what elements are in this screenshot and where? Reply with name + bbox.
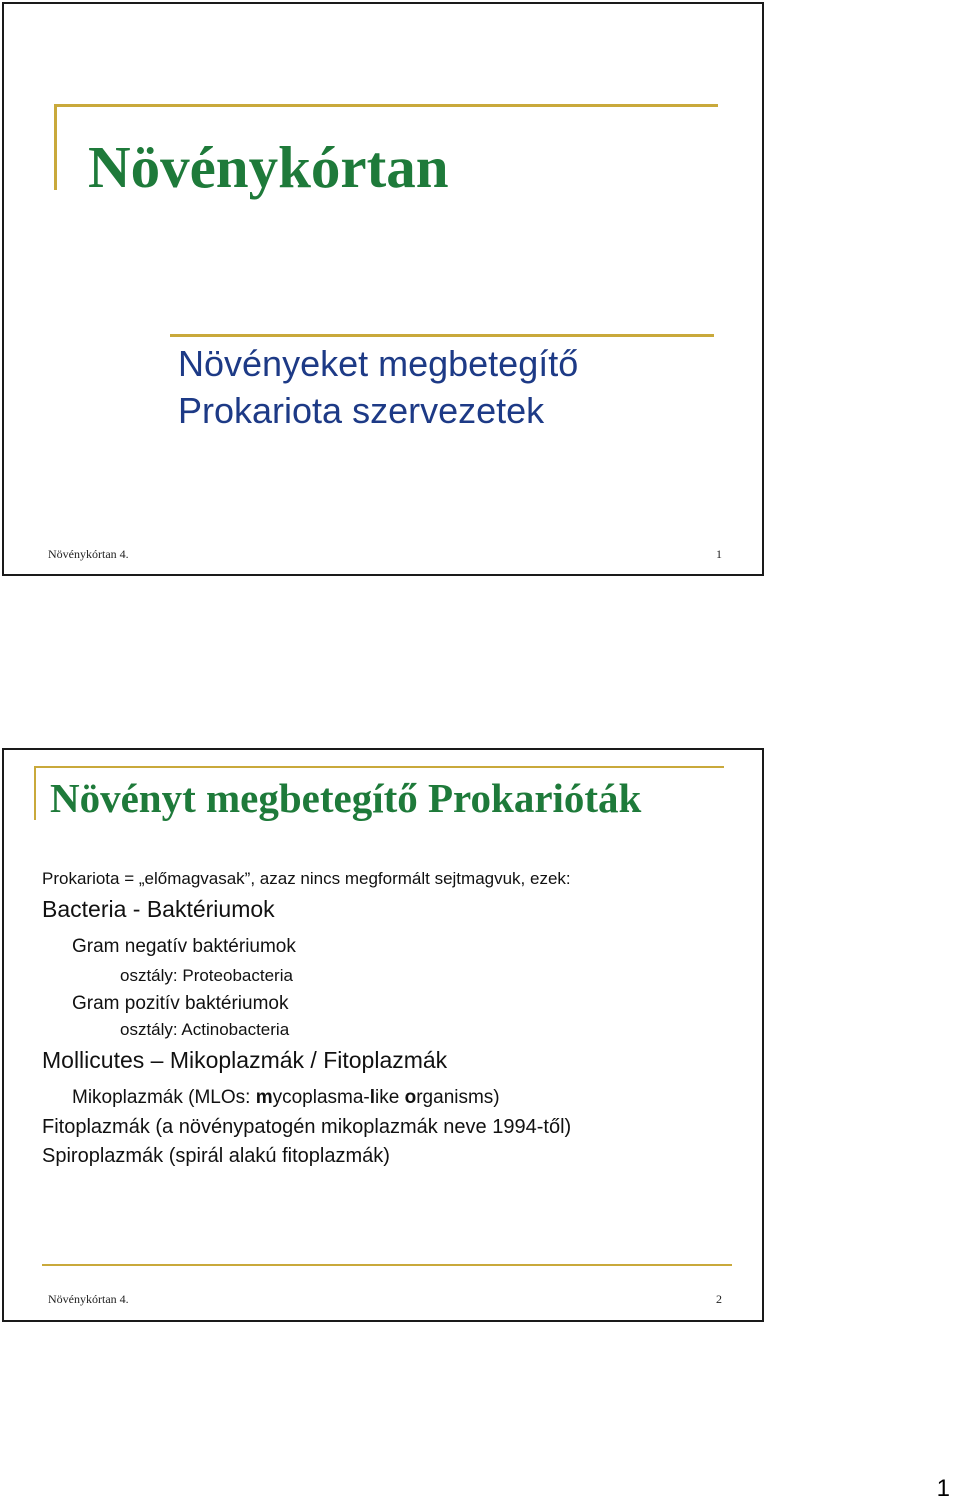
accent-line-top-vertical (54, 104, 57, 190)
slide-2-footer-title: Növénykórtan 4. (48, 1292, 129, 1306)
mlo-part-rganisms: rganisms) (416, 1087, 500, 1108)
gram-positive-item: Gram pozitív baktériumok (72, 993, 289, 1014)
bacteria-heading: Bacteria - Baktériumok (42, 896, 275, 922)
slide-2 (2, 748, 764, 1322)
title-accent-horizontal (34, 766, 724, 768)
slide-2-title: Növényt megbetegítő Prokarióták (50, 775, 642, 821)
slide-1-subtitle-line-2: Prokariota szervezetek (178, 390, 545, 431)
class-proteobacteria: osztály: Proteobacteria (120, 966, 293, 985)
intro-text: Prokariota = „előmagvasak”, azaz nincs megformált sejtmagvuk, ezek: (42, 869, 571, 888)
mlo-letter-l: l (369, 1087, 376, 1108)
title-accent-vertical (34, 766, 36, 820)
mlo-part-ike: ike (375, 1087, 405, 1108)
mlo-letter-m: m (255, 1087, 273, 1108)
slide-2-footer-number: 2 (716, 1292, 722, 1306)
mlo-part-ycoplasma: ycoplasma- (272, 1087, 370, 1108)
mlo-letter-o: o (404, 1087, 417, 1108)
mikoplazmak-item (72, 1088, 500, 1107)
spiroplazmak-line: Spiroplazmák (spirál alakú fitoplazmák) (42, 1145, 390, 1167)
footer-accent-line (42, 1264, 732, 1266)
slide-1-footer-number: 1 (716, 547, 722, 561)
mlo-prefix: Mikoplazmák (MLOs: (72, 1087, 256, 1108)
accent-line-top-horizontal (54, 104, 718, 107)
accent-line-middle (170, 334, 714, 337)
fitoplazmak-line: Fitoplazmák (a növénypatogén mikoplazmák neve 1994-től) (42, 1116, 572, 1138)
slide-1-subtitle-line-1: Növényeket megbetegítő (178, 343, 579, 384)
mollicutes-heading: Mollicutes – Mikoplazmák / Fitoplazmák (42, 1047, 448, 1073)
class-actinobacteria: osztály: Actinobacteria (120, 1020, 290, 1039)
slide-1-footer-title: Növénykórtan 4. (48, 547, 129, 561)
slide-1 (2, 2, 764, 576)
page-number: 1 (936, 1475, 950, 1502)
gram-negative-item: Gram negatív baktériumok (72, 936, 296, 957)
slide-1-title: Növénykórtan (88, 134, 449, 200)
